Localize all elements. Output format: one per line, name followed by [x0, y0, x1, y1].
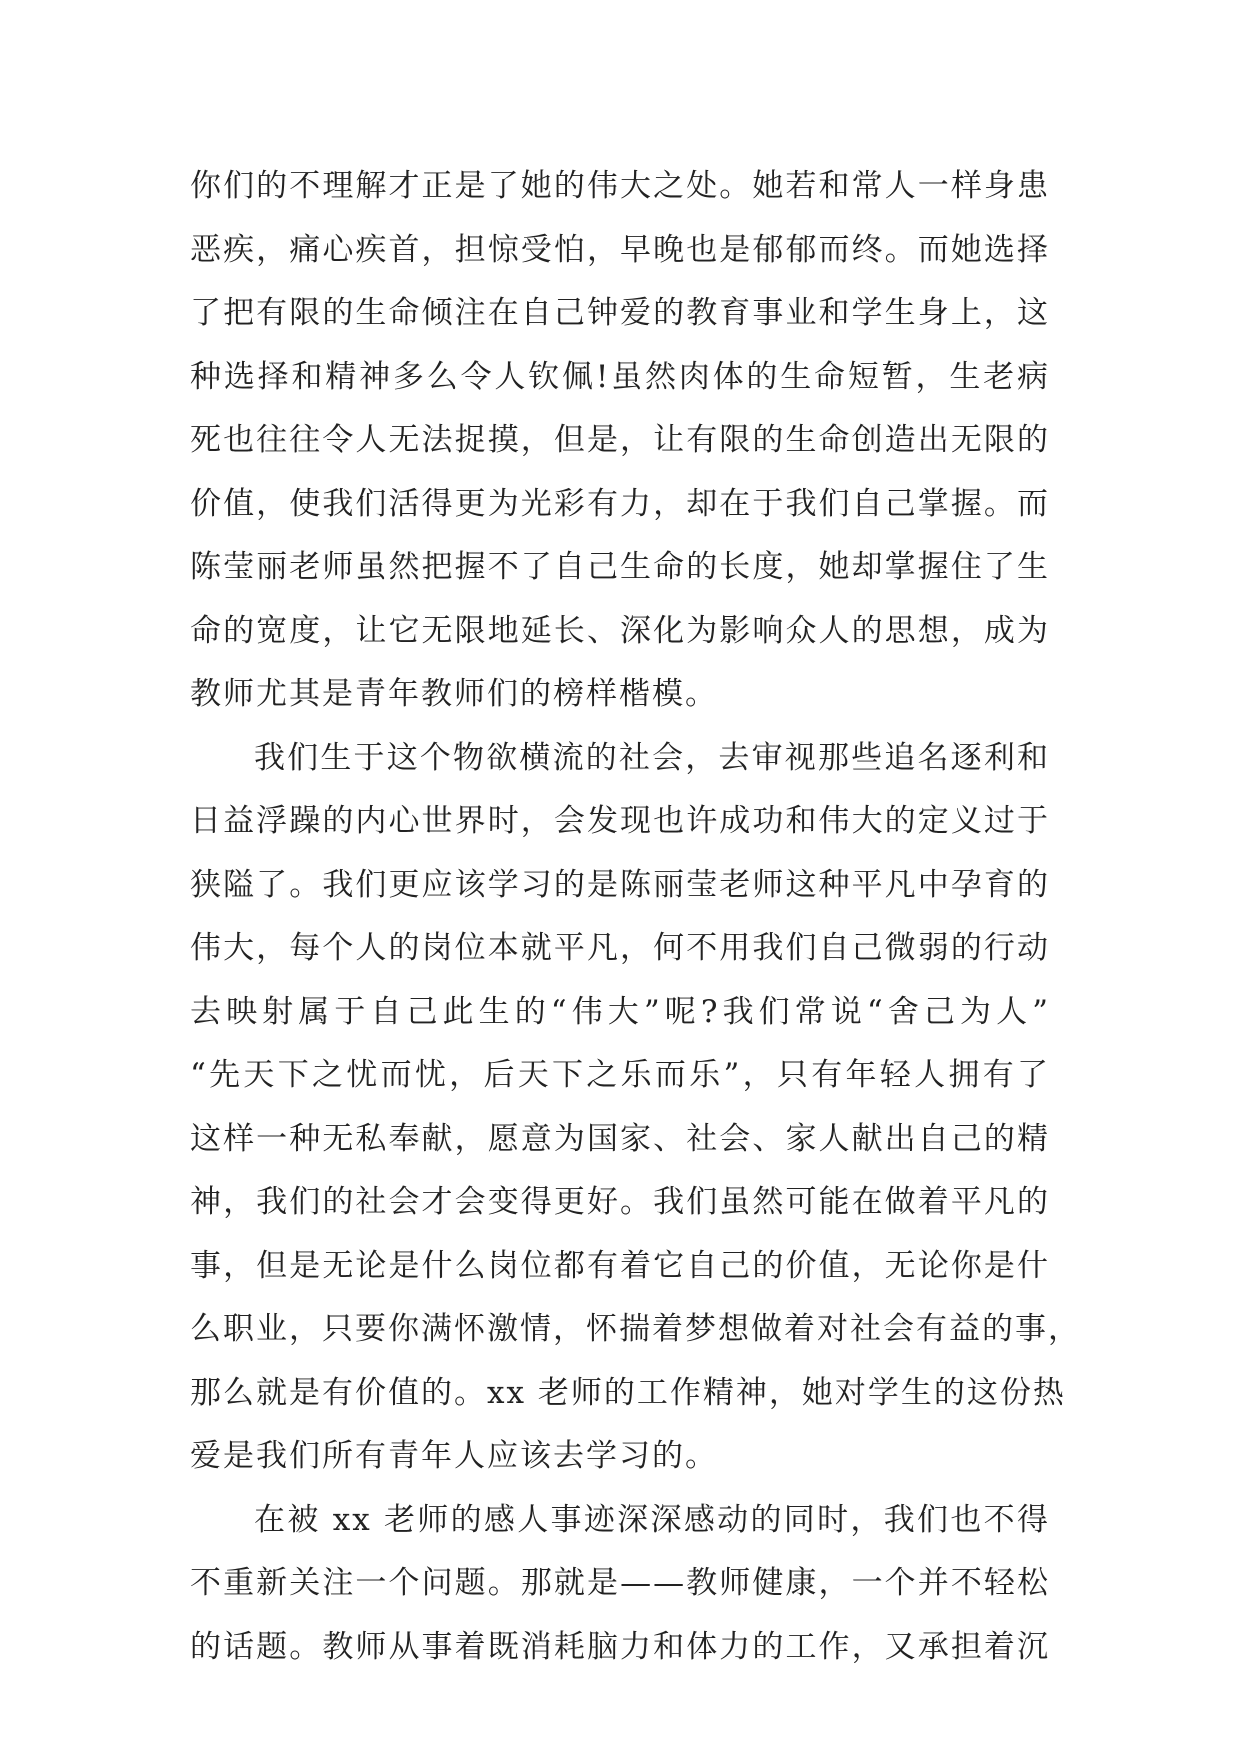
text-line: 伟大，每个人的岗位本就平凡，何不用我们自己微弱的行动 — [190, 930, 1050, 966]
text-line: 恶疾，痛心疾首，担惊受怕，早晚也是郁郁而终。而她选择 — [190, 231, 1050, 268]
text-line: 这样一种无私奉献，愿意为国家、社会、家人献出自己的精 — [190, 1120, 1050, 1157]
text-line: 那么就是有价值的。xx 老师的工作精神，她对学生的这份热 — [190, 1374, 1066, 1411]
text-line: 死也往往令人无法捉摸，但是，让有限的生命创造出无限的 — [190, 422, 1050, 458]
text-line: “先天下之忧而忧，后天下之乐而乐”，只有年轻人拥有了 — [190, 1057, 1050, 1093]
text-line: 日益浮躁的内心世界时，会发现也许成功和伟大的定义过于 — [190, 803, 1050, 839]
paragraph-1 — [190, 155, 1050, 727]
text-line: 我们生于这个物欲横流的社会，去审视那些追名逐利和 — [254, 739, 1050, 776]
text-line: 命的宽度，让它无限地延长、深化为影响众人的思想，成为 — [190, 612, 1050, 649]
text-line: 了把有限的生命倾注在自己钟爱的教育事业和学生身上，这 — [190, 295, 1050, 331]
text-line: 的话题。教师从事着既消耗脑力和体力的工作，又承担着沉 — [190, 1628, 1050, 1665]
text-line: 教师尤其是青年教师们的榜样楷模。 — [190, 676, 718, 712]
text-line: 么职业，只要你满怀激情，怀揣着梦想做着对社会有益的事， — [190, 1311, 1081, 1347]
text-line: 去映射属于自己此生的“伟大”呢?我们常说“舍己为人” — [190, 993, 1050, 1030]
text-line: 事，但是无论是什么岗位都有着它自己的价值，无论你是什 — [190, 1247, 1050, 1284]
document-body — [190, 155, 1081, 1679]
text-line: 你们的不理解才正是了她的伟大之处。她若和常人一样身患 — [190, 168, 1050, 204]
text-line: 狭隘了。我们更应该学习的是陈丽莹老师这种平凡中孕育的 — [190, 866, 1050, 903]
text-line: 不重新关注一个问题。那就是——教师健康，一个并不轻松 — [190, 1565, 1050, 1601]
paragraph-2 — [190, 727, 1081, 1489]
text-line: 爱是我们所有青年人应该去学习的。 — [190, 1438, 718, 1474]
text-line: 在被 xx 老师的感人事迹深深感动的同时，我们也不得 — [254, 1501, 1050, 1538]
text-line: 陈莹丽老师虽然把握不了自己生命的长度，她却掌握住了生 — [190, 549, 1050, 585]
text-line: 神，我们的社会才会变得更好。我们虽然可能在做着平凡的 — [190, 1184, 1050, 1220]
paragraph-3 — [190, 1489, 1050, 1680]
text-line: 种选择和精神多么令人钦佩!虽然肉体的生命短暂，生老病 — [190, 358, 1050, 395]
text-line: 价值，使我们活得更为光彩有力，却在于我们自己掌握。而 — [190, 485, 1050, 522]
